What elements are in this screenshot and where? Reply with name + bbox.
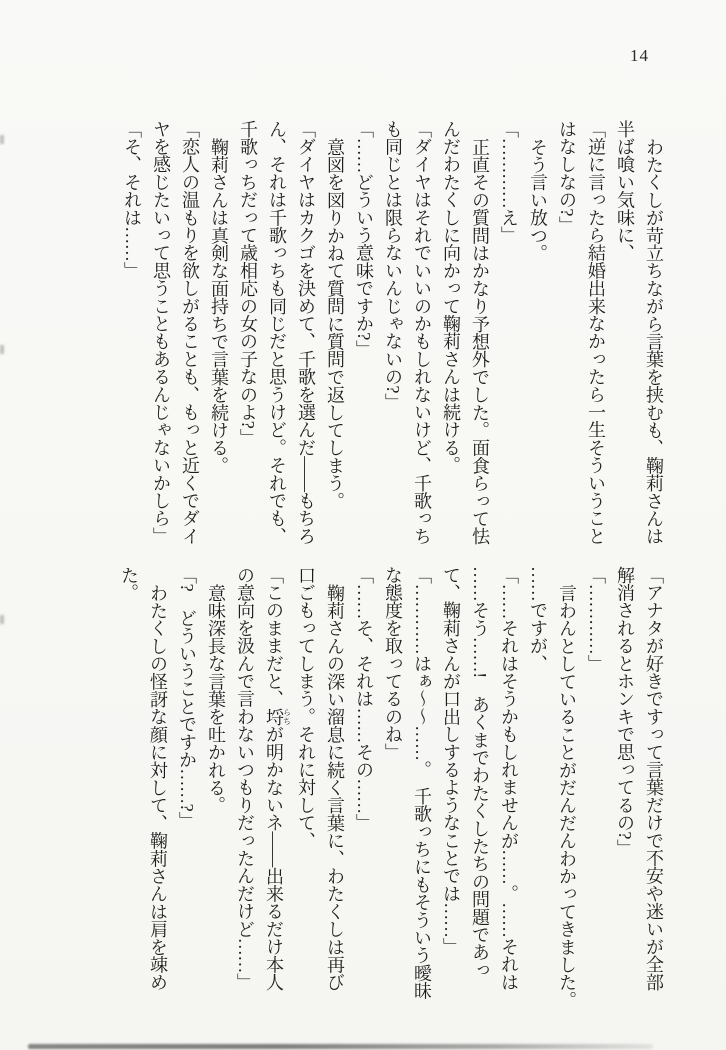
text-column: 「逆に言ったら結婚出来なかったら一生そういうこと <box>586 120 606 545</box>
text-column: 「……そ、それは……その……」 <box>354 566 374 832</box>
text-column: ……そう……! あくまでわたくしたちの問題であっ <box>470 566 490 979</box>
text-column: 言わんとしていることがだんだんわかってきました。 <box>557 584 577 1009</box>
text-column: 「ダイヤはそれでいいのかもしれないけど、千歌っち <box>412 120 432 545</box>
text-column: 半ば喰い気味に、 <box>615 120 635 262</box>
scan-artifact <box>0 615 4 624</box>
text-column: ……ですが、 <box>528 566 548 673</box>
text-column: わたくしの怪訝な顔に対して、鞠莉さんは肩を竦め <box>148 584 168 992</box>
text-column: の意向を汲んで言わないつもりだったんだけど……」 <box>235 566 255 991</box>
text-column: 「…………はぁ〜〜……。 千歌っちにもそういう曖昧 <box>412 566 432 1000</box>
scan-artifact <box>0 135 4 144</box>
text-column: 「アナタが好きですって言葉だけで不安や迷いが全部 <box>644 566 664 991</box>
text-column: 意味深長な言葉を吐かれる。 <box>206 584 226 815</box>
text-column: わたくしが苛立ちながら言葉を挟むも、鞠莉さんは <box>644 138 664 546</box>
text-column: 「そ、それは……」 <box>122 120 142 280</box>
text-column: 「……それはそうかもしれませんが……。……それは <box>499 566 519 991</box>
text-column: 「恋人の温もりを欲しがることも、もっと近くでダイ <box>180 120 200 545</box>
text-column: な態度を取ってるのね」 <box>383 566 403 761</box>
text-column: 鞠莉さんは真剣な面持ちで言葉を続ける。 <box>209 138 229 475</box>
text-column: 「……どういう意味ですか?」 <box>354 120 374 358</box>
text-column: ん、それは千歌っちも同じだと思うけど。それでも、 <box>267 120 287 545</box>
bottom-text-block <box>114 566 668 1024</box>
scan-artifact <box>0 345 4 354</box>
page-number: 14 <box>630 46 649 65</box>
text-column: 「このままだと、埒らちが明かないネ――出来るだけ本人 <box>264 566 292 991</box>
text-column: 「? どういうことですか……?」 <box>177 566 197 830</box>
text-column: はなしなの?」 <box>557 120 577 234</box>
text-column: ヤを感じたいって思うこともあるんじゃないかしら」 <box>151 120 171 545</box>
text-column: 「…………」 <box>586 566 606 673</box>
text-column: 解消されるとホンキで思ってるの?」 <box>615 566 635 857</box>
text-column: 鞠莉さんの深い溜息に続く言葉に、わたくしは再び <box>325 584 345 992</box>
text-column: 意図を図りかねて質問に質問で返してしまう。 <box>325 138 345 510</box>
text-column: て、鞠莉さんが口出しするようなことでは……」 <box>441 566 461 956</box>
text-column: 正直その質問はかなり予想外でした。面食らって怯 <box>470 138 490 546</box>
text-column: も同じとは限らないんじゃないの?」 <box>383 120 403 411</box>
text-column: そう言い放つ。 <box>528 138 548 262</box>
text-column: んだわたくしに向かって鞠莉さんは続ける。 <box>441 120 461 475</box>
text-column: 「ダイヤはカクゴを決めて、千歌を選んだ――もちろ <box>296 120 316 545</box>
text-column: 千歌っちだって歳相応の女の子なのよ?」 <box>238 120 258 447</box>
text-column: た。 <box>119 566 139 602</box>
top-text-block <box>117 120 668 565</box>
text-column: 口ごもってしまう。それに対して、 <box>296 566 316 850</box>
scan-shadow-bottom-edge <box>28 1044 653 1049</box>
text-column: 「…………え」 <box>499 120 519 244</box>
